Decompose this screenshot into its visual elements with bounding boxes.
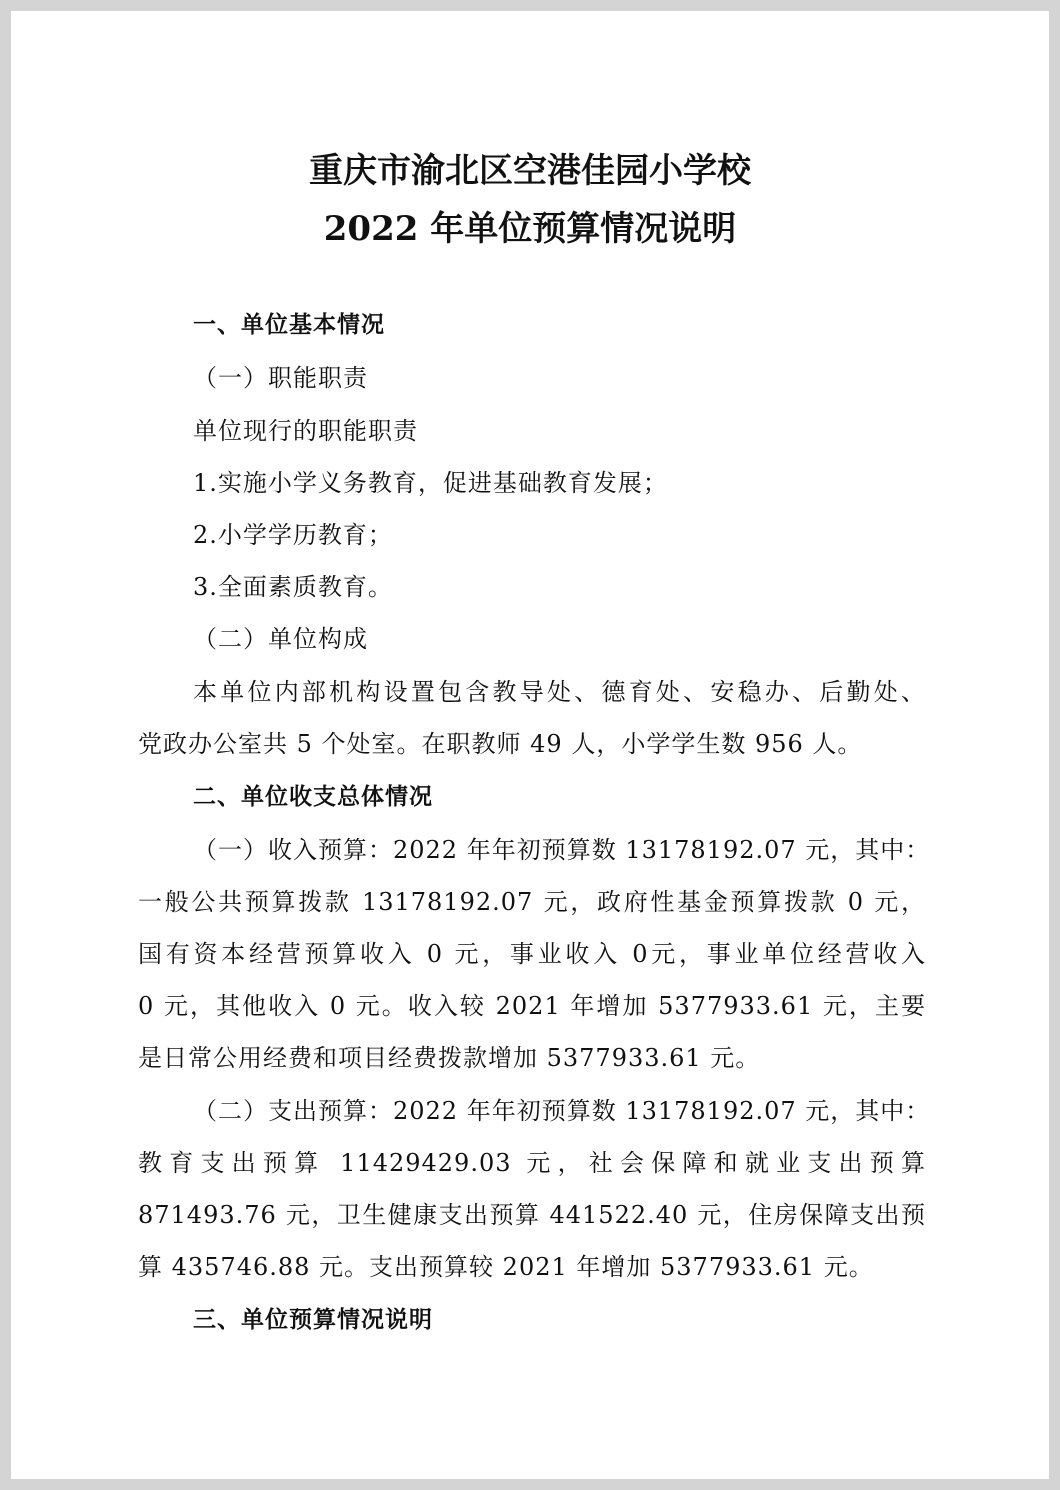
expense-line-1: （二）支出预算：2022 年年初预算数 13178192.07 元，其中：	[193, 1097, 931, 1125]
document-page	[11, 11, 1049, 1479]
duty-item-2: 2.小学学历教育；	[193, 521, 393, 549]
income-line-5: 是日常公用经费和项目经费拨款增加 5377933.61 元。	[138, 1044, 761, 1072]
composition-line-1: 本单位内部机构设置包含教导处、德育处、安稳办、后勤处、	[193, 678, 926, 706]
expense-line-3: 871493.76 元，卫生健康支出预算 441522.40 元，住房保障支出预	[138, 1201, 926, 1229]
income-line-2: 一般公共预算拨款 13178192.07 元，政府性基金预算拨款 0 元，	[138, 888, 926, 916]
income-line-3: 国有资本经营预算收入 0 元，事业收入 0元，事业单位经营收入	[138, 940, 926, 968]
section1-heading: 一、单位基本情况	[193, 312, 385, 338]
composition-line-2: 党政办公室共 5 个处室。在职教师 49 人，小学学生数 956 人。	[138, 730, 863, 758]
duty-item-1: 1.实施小学义务教育，促进基础教育发展；	[193, 469, 668, 497]
duties-intro: 单位现行的职能职责	[193, 417, 418, 445]
document-title-line1: 重庆市渝北区空港佳园小学校	[309, 151, 751, 191]
section3-heading: 三、单位预算情况说明	[193, 1307, 433, 1333]
document-title-line2: 2022 年单位预算情况说明	[323, 209, 737, 249]
duty-item-3: 3.全面素质教育。	[193, 573, 393, 601]
income-line-4: 0 元，其他收入 0 元。收入较 2021 年增加 5377933.61 元，主要	[138, 992, 926, 1020]
expense-line-2: 教育支出预算 11429429.03 元，社会保障和就业支出预算	[138, 1149, 926, 1177]
income-line-1: （一）收入预算：2022 年年初预算数 13178192.07 元，其中：	[193, 836, 931, 864]
section1-sub1-heading: （一）职能职责	[193, 364, 368, 392]
expense-line-4: 算 435746.88 元。支出预算较 2021 年增加 5377933.61 元。	[138, 1253, 874, 1281]
section2-heading: 二、单位收支总体情况	[193, 784, 433, 810]
section1-sub2-heading: （二）单位构成	[193, 625, 368, 653]
